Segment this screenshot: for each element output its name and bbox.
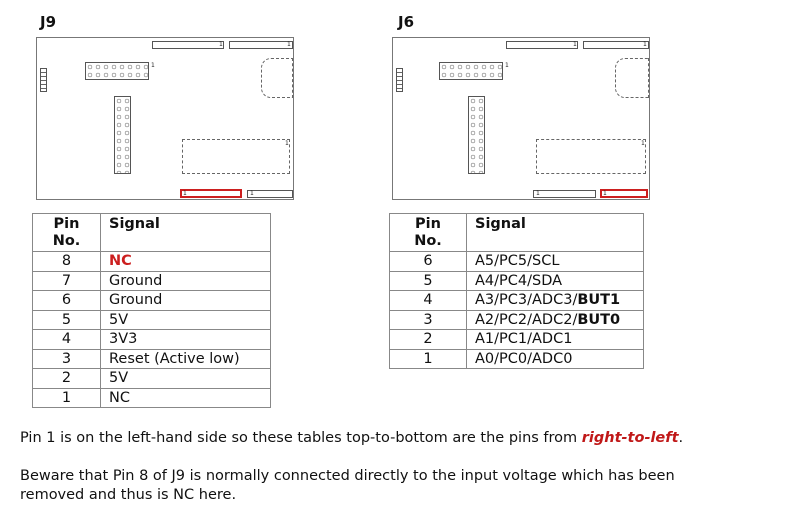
pin-number-cell: 2	[33, 369, 101, 389]
pin-number-cell: 6	[390, 252, 467, 272]
signal-cell: A5/PC5/SCL	[467, 252, 644, 272]
table-row	[390, 330, 644, 350]
table-row	[33, 388, 271, 408]
pin-number-cell: 5	[33, 310, 101, 330]
pin-number-cell: 4	[390, 291, 467, 311]
pin-number-cell: 8	[33, 252, 101, 272]
signal-cell: A2/PC2/ADC2/BUT0	[467, 310, 644, 330]
signal-cell: NC	[101, 388, 271, 408]
top-header-a	[506, 41, 578, 49]
table-row	[390, 349, 644, 369]
pin-number-cell: 3	[33, 349, 101, 369]
table-row	[33, 291, 271, 311]
pin-no-header: Pin No.	[390, 214, 467, 252]
pin-number-cell: 5	[390, 271, 467, 291]
top-header-b	[229, 41, 293, 49]
signal-cell: 5V	[101, 369, 271, 389]
pin-order-note: Pin 1 is on the left-hand side so these tables top-to-bottom are the pins from right-to-left.	[20, 430, 684, 446]
signal-cell: Ground	[101, 291, 271, 311]
top-header-b	[583, 41, 649, 49]
direction-emphasis: right-to-left	[581, 430, 679, 446]
top-header-a	[152, 41, 224, 49]
warning-note: Beware that Pin 8 of J9 is normally connected directly to the input voltage which has been removed and thus is NC here.	[20, 468, 675, 503]
signal-cell: A1/PC1/ADC1	[467, 330, 644, 350]
signal-cell: NC	[101, 252, 271, 272]
signal-cell: 5V	[101, 310, 271, 330]
side-connector	[396, 68, 403, 92]
mounting-outline	[615, 58, 649, 98]
mounting-outline	[261, 58, 293, 98]
bottom-header	[533, 190, 596, 198]
side-connector	[40, 68, 47, 92]
pin-header-block	[439, 62, 503, 80]
j9-pin-table	[32, 213, 271, 408]
pin-number-cell: 2	[390, 330, 467, 350]
pin-number-cell: 7	[33, 271, 101, 291]
button-signal-label: BUT0	[577, 311, 621, 328]
table-row	[33, 252, 271, 272]
table-row	[33, 271, 271, 291]
vertical-pin-header	[114, 96, 131, 174]
signal-cell: Reset (Active low)	[101, 349, 271, 369]
signal-cell: A4/PC4/SDA	[467, 271, 644, 291]
vertical-pin-header	[468, 96, 485, 174]
j9-connector-highlight	[180, 189, 242, 198]
pin-no-header: Pin No.	[33, 214, 101, 252]
table-row	[33, 310, 271, 330]
signal-cell: A0/PC0/ADC0	[467, 349, 644, 369]
button-signal-label: BUT1	[577, 292, 621, 309]
pin-number-cell: 4	[33, 330, 101, 350]
j6-title: J6	[398, 13, 415, 31]
signal-cell: A3/PC3/ADC3/BUT1	[467, 291, 644, 311]
signal-header: Signal	[101, 214, 271, 252]
table-row	[33, 369, 271, 389]
pin-number-cell: 3	[390, 310, 467, 330]
j9-title: J9	[40, 13, 57, 31]
signal-cell: 3V3	[101, 330, 271, 350]
table-row	[390, 310, 644, 330]
pin-number-cell: 1	[390, 349, 467, 369]
table-row	[390, 252, 644, 272]
table-row	[390, 291, 644, 311]
j6-pin-table	[389, 213, 644, 369]
chip-outline	[536, 139, 646, 174]
table-row	[33, 330, 271, 350]
chip-outline	[182, 139, 290, 174]
pin-number-cell: 6	[33, 291, 101, 311]
j6-connector-highlight	[600, 189, 648, 198]
table-row	[33, 349, 271, 369]
pin-number-cell: 1	[33, 388, 101, 408]
table-row	[390, 271, 644, 291]
pin-header-block	[85, 62, 149, 80]
j9-board-diagram: 1 1 1 1 1 1	[36, 37, 294, 200]
signal-cell: Ground	[101, 271, 271, 291]
signal-header: Signal	[467, 214, 644, 252]
j6-board-diagram: 1 1 1 1 1 1	[392, 37, 650, 200]
